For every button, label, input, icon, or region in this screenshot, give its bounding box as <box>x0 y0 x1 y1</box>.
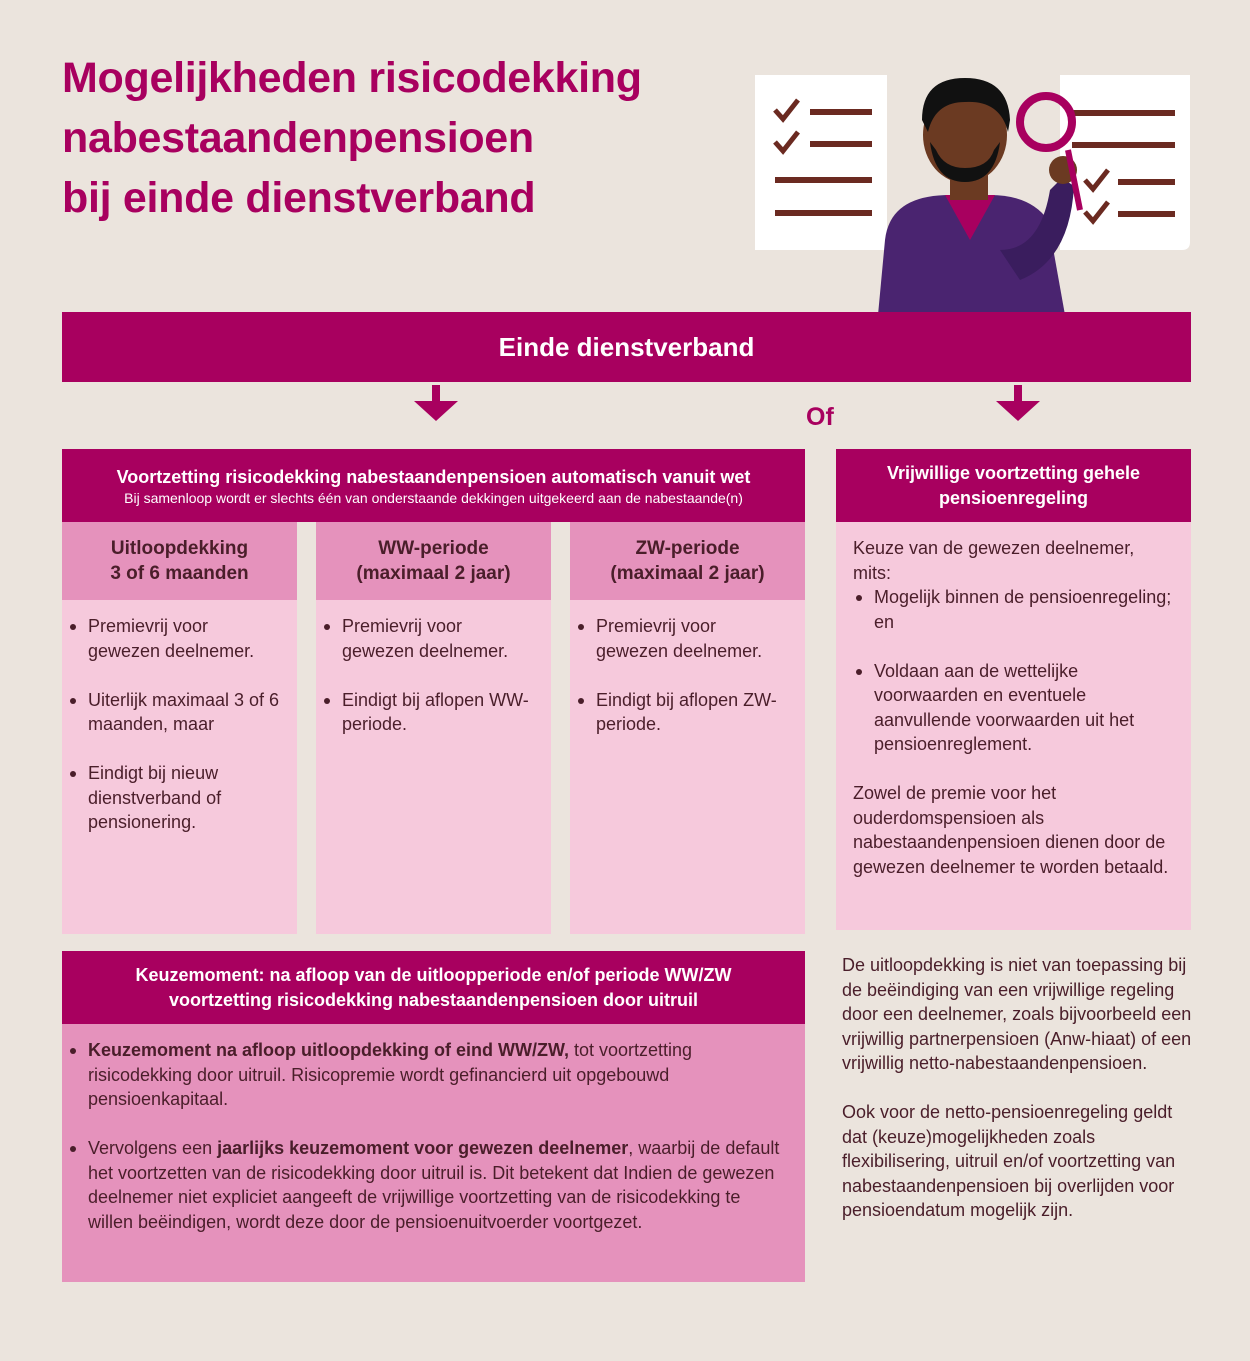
uitloopdekking-title: Uitloopdekking <box>110 538 249 559</box>
title-line-3: bij einde dienstverband <box>62 174 536 222</box>
list-item: Premievrij voor gewezen deelnemer. <box>596 614 791 663</box>
list-item <box>88 1038 785 1112</box>
choice-moment-header <box>62 951 805 1024</box>
choice-bullet-2-text: , waarbij de default het voortzetten van de risicodekking door uitruil is. Dit betekent dat Indien de gewezen deelnemer niet expliciet aangeeft de vrijwillige voortzetting van de risicodekking te willen beëindigen, wordt deze door de pensioenuitvoerder voortgezet. <box>88 1138 780 1232</box>
automatic-continuation-header <box>62 449 805 522</box>
list-item: Eindigt bij aflopen ZW-periode. <box>596 688 791 737</box>
title-line-1: Mogelijkheden risicodekking <box>62 54 642 102</box>
voluntary-intro: Keuze van de gewezen deelnemer, mits: <box>853 538 1135 583</box>
ww-periode-subtitle: (maximaal 2 jaar) <box>356 563 511 584</box>
arrow-down-left-icon <box>414 385 458 421</box>
voluntary-title-line-1: Vrijwillige voortzetting gehele <box>886 462 1141 483</box>
checklist-left-icon <box>755 75 887 250</box>
choice-title-line-2: voortzetting risicodekking nabestaandenpensioen door uitruil <box>168 989 699 1010</box>
zw-periode-subtitle: (maximaal 2 jaar) <box>610 563 765 584</box>
ww-periode-body <box>316 600 551 934</box>
note-paragraph-1: De uitloopdekking is niet van toepassing bij de beëindiging van een vrijwillige regeling door een deelnemer, zoals bijvoorbeeld een vrijwillig partnerpensioen (Anw-hiaat) of een vrijwillig netto-nabestaandenpensioen. <box>842 955 1192 1073</box>
list-item: Premievrij voor gewezen deelnemer. <box>88 614 283 663</box>
choice-bullet-2-bold: jaarlijks keuzemoment voor gewezen deelnemer <box>217 1138 629 1158</box>
list-item: Uiterlijk maximaal 3 of 6 maanden, maar <box>88 688 283 737</box>
voluntary-closing: Zowel de premie voor het ouderdomspensioen als nabestaandenpensioen dienen door de gewezen deelnemer te worden betaald. <box>853 783 1169 877</box>
uitloopdekking-subtitle: 3 of 6 maanden <box>110 563 249 584</box>
note-paragraph-2: Ook voor de netto-pensioenregeling geldt dat (keuze)mogelijkheden zoals flexibilisering, uitruil en/of voortzetting van nabestaandenpensioen bij overlijden voor pensioendatum mogelijk zijn. <box>842 1102 1176 1220</box>
voluntary-title-line-2: pensioenregeling <box>938 487 1089 508</box>
uitloopdekking-header <box>62 522 297 600</box>
choice-bullet-2-pre: Vervolgens een <box>88 1138 218 1158</box>
choice-bullet-1-text: tot voortzetting risicodekking door uitruil. Risicopremie wordt gefinancierd uit opgebouwd pensioenkapitaal. <box>88 1040 693 1109</box>
list-item: Eindigt bij nieuw dienstverband of pensionering. <box>88 761 283 835</box>
list-item <box>88 1136 785 1234</box>
or-label: Of <box>806 403 834 431</box>
list-item: Premievrij voor gewezen deelnemer. <box>342 614 537 663</box>
list-item: Eindigt bij aflopen WW-periode. <box>342 688 537 737</box>
automatic-continuation-title: Voortzetting risicodekking nabestaandenpensioen automatisch vanuit wet <box>116 466 751 487</box>
zw-periode-body <box>570 600 805 934</box>
page-title <box>62 48 742 228</box>
zw-periode-title: ZW-periode <box>635 538 740 559</box>
choice-title-line-1: Keuzemoment: na afloop van de uitloopperiode en/of periode WW/ZW <box>135 964 732 985</box>
automatic-continuation-subtitle: Bij samenloop wordt er slechts één van onderstaande dekkingen uitgekeerd aan de nabestaande(n) <box>124 489 743 506</box>
arrow-down-right-icon <box>996 385 1040 421</box>
ww-periode-header <box>316 522 551 600</box>
choice-moment-body <box>62 1024 805 1282</box>
einde-dienstverband-bar <box>62 312 1191 382</box>
side-notes <box>842 953 1194 1247</box>
voluntary-continuation-header <box>836 449 1191 522</box>
checklist-right-icon <box>1060 75 1190 250</box>
zw-periode-header <box>570 522 805 600</box>
title-line-2: nabestaandenpensioen <box>62 114 534 162</box>
list-item: Mogelijk binnen de pensioenregeling; en <box>874 585 1175 634</box>
person-with-checklist-illustration <box>750 70 1195 315</box>
ww-periode-title: WW-periode <box>378 538 489 559</box>
einde-dienstverband-label: Einde dienstverband <box>498 331 755 362</box>
voluntary-continuation-body <box>836 522 1191 930</box>
list-item: Voldaan aan de wettelijke voorwaarden en eventuele aanvullende voorwaarden uit het pensioenreglement. <box>874 659 1175 757</box>
choice-bullet-1-bold: Keuzemoment na afloop uitloopdekking of eind WW/ZW, <box>88 1040 569 1060</box>
uitloopdekking-body <box>62 600 297 934</box>
